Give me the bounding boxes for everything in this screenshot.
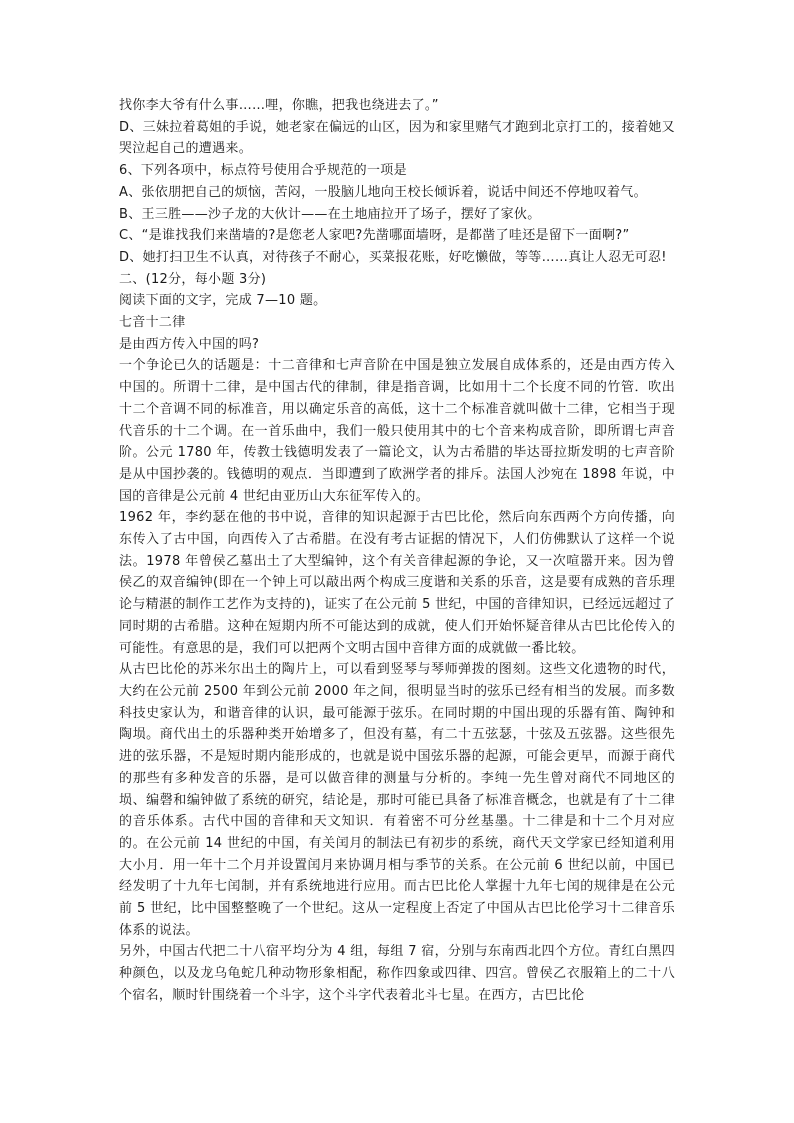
paragraph-1: 一个争论已久的话题是：十二音律和七声音阶在中国是独立发展自成体系的，还是由西方传入中国的。所谓十二律，是中国古代的律制，律是指音调，比如用十二个长度不同的竹管．吹出十二个音调不同的标准音，用以确定乐音的高低，这十二个标准音就叫做十二律，它相当于现代音乐的十二个调。在一首乐曲中，我们一般只使用其中的七个音来构成音阶，即所谓七声音阶。公元 1780 年，传教士钱德明发表了一篇论文，认为古希腊的毕达哥拉斯发明的七声音阶是从中国抄袭的。钱德明的观点．当即遭到了欧洲学者的排斥。法国人沙宛在 1898 年说，中国的音律是公元前 4 世纪由亚历山大东征军传入的。 <box>119 358 675 504</box>
article-subtitle: 是由西方传入中国的吗? <box>119 336 260 352</box>
question-6: 6、下列各项中，标点符号使用合乎规范的一项是 <box>119 163 407 179</box>
paragraph-2: 1962 年，李约瑟在他的书中说，音律的知识起源于古巴比伦，然后向东西两个方向传播，向东传入了古中国，向西传入了古希腊。在没有考古证据的情况下，人们仿佛默认了这样一个说法。1978 年曾侯乙墓出土了大型编钟，这个有关音律起源的争论，又一次喧嚣开来。因为曾侯乙的双音编钟(即在一个钟上可以敲出两个构成三度谐和关系的乐音，这是要有成熟的音乐理论与精湛的制作工艺作为支持的)，证实了在公元前 5 世纪，中国的音律知识，已经远远超过了同时期的古希腊。这种在短期内所不可能达到的成就，使人们开始怀疑音律从古巴比伦传入的可能性。有意思的是，我们可以把两个文明古国中音律方面的成就做一番比较。 <box>119 510 675 656</box>
paragraph-4: 另外，中国古代把二十八宿平均分为 4 组，每组 7 宿，分别与东南西北四个方位。青红白黑四种颜色，以及龙乌龟蛇几种动物形象相配，称作四象或四律、四宫。曾侯乙衣服箱上的二十八个宿名，顺时针围绕着一个斗字，这个斗字代表着北斗七星。在西方，古巴比伦 <box>119 944 675 1003</box>
reading-instruction: 阅读下面的文字，完成 7—10 题。 <box>119 293 327 309</box>
option-c-q6: C、“是谁找我们来凿墙的?是您老人家吧?先凿哪面墙呀，是都凿了哇还是留下一面啊?” <box>119 228 630 244</box>
article-title: 七音十二律 <box>119 315 186 331</box>
option-d-q5: D、三妹拉着葛姐的手说，她老家在偏远的山区，因为和家里赌气才跑到北京打工的，接着她又哭泣起自己的遭遇来。 <box>119 119 675 157</box>
paragraph-3: 从古巴比伦的苏米尔出土的陶片上，可以看到竖琴与琴师弹拨的图刻。这些文化遗物的时代，大约在公元前 2500 年到公元前 2000 年之间，很明显当时的弦乐已经有相当的发展。而多数科技史家认为，和谐音律的认识，最可能源于弦乐。在同时期的中国出现的乐器有笛、陶钟和陶埙。商代出土的乐器种类开始增多了，但没有墓，有二十五弦瑟，十弦及五弦器。这些很先进的弦乐器，不是短时期内能形成的，也就是说中国弦乐器的起源，可能会更早，而源于商代的那些有多种发音的乐器，是可以做音律的测量与分析的。李纯一先生曾对商代不同地区的埙、编磬和编钟做了系统的研究，结论是，那时可能已具备了标准音概念，也就是有了十二律的音乐体系。古代中国的音律和天文知识．有着密不可分丝基墨。十二律是和十二个月对应的。在公元前 14 世纪的中国，有关闰月的制法已有初步的系统，商代天文学家已经知道利用大小月．用一年十二个月并设置闰月来协调月相与季节的关系。在公元前 6 世纪以前，中国已经发明了十九年七闰制，并有系统地进行应用。而古巴比伦人掌握十九年七闰的规律是在公元前 5 世纪，比中国整整晚了一个世纪。这从一定程度上否定了中国从古巴比伦学习十二律音乐体系的说法。 <box>119 662 675 938</box>
option-b-q6: B、王三胜——沙子龙的大伙计——在土地庙拉开了场子，摆好了家伙。 <box>119 206 541 222</box>
section-two-heading: 二、(12分，每小题 3分) <box>119 271 267 287</box>
option-a-q6: A、张依朋把自己的烦恼，苦闷，一股脑儿地向王校长倾诉着，说话中间还不停地叹着气。 <box>119 184 647 200</box>
document-body <box>119 95 675 1007</box>
option-d-q6: D、她打扫卫生不认真，对待孩子不耐心，买菜报花账，好吃懒做，等等……真让人忍无可忍! <box>119 249 667 265</box>
text-line-prev-quote: 找你李大爷有什么事……哩，你瞧，把我也绕进去了。” <box>119 98 439 113</box>
